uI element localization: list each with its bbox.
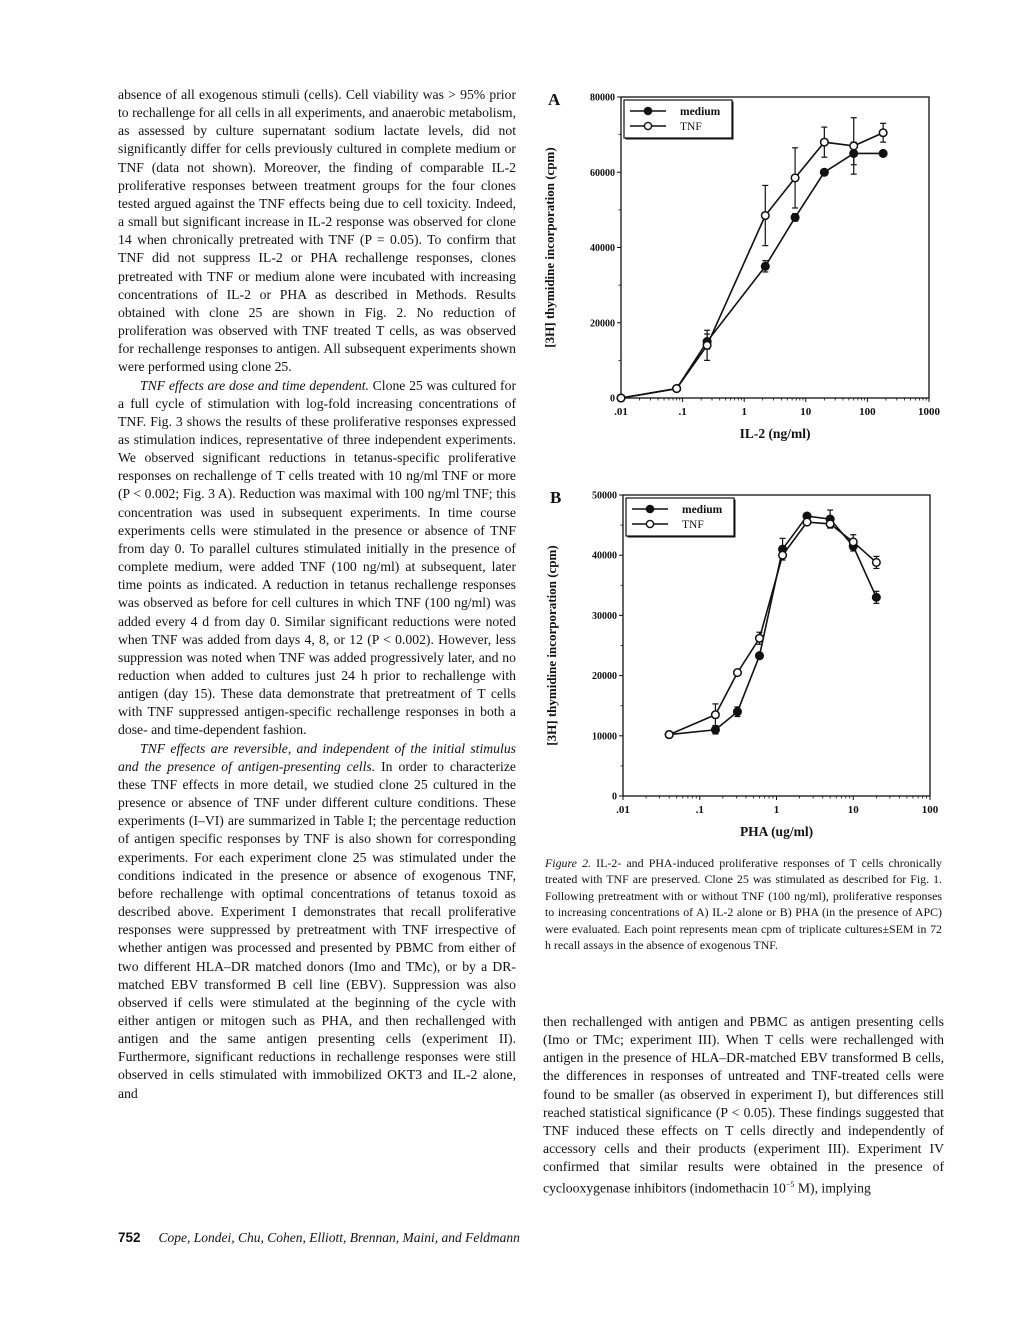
- data-point-tnf: [821, 138, 829, 146]
- data-point-medium: [712, 726, 720, 734]
- data-point-tnf: [756, 634, 764, 642]
- data-point-medium: [821, 168, 829, 176]
- paragraph-text: Clone 25 was cultured for a full cycle of stimulation with log-fold increasing concentrations of TNF. Fig. 3 shows the results of these proliferative responses expressed as stimulation indices, representative of three independent experiments. We observed significant reductions in tetanus-specific proliferative responses on rechallenge of T cells treated with 10 ng/ml TNF or more (P < 0.002; Fig. 3 A). Reduction was maximal with 100 ng/ml TNF; this concentration was used in subsequent experiments. In time course experiments cells were stimulated in the presence or absence of TNF from day 0. To parallel cultures stimulated initially in the presence of complete medium, were added TNF (100 ng/ml) at subsequent, later time points as indicated. A reduction in tetanus rechallenge responses was observed as before for cell cultures in which TNF (100 ng/ml) was added every 4 d from day 0. Similar significant reductions were noted when TNF was added from days 4, 8, or 12 (P < 0.002). However, less suppression was noted when TNF was added progressively later, and no reduction when added to cultures just 24 h prior to rechallenge with antigen (day 15). These data demonstrate that pretreatment of T cells with TNF suppressed antigen-specific rechallenge responses in both a dose- and time-dependent fashion.: [118, 377, 516, 738]
- x-tick-label: .01: [616, 804, 630, 816]
- data-point-tnf: [673, 385, 681, 393]
- caption-label: Figure 2.: [545, 856, 591, 870]
- data-point-medium: [791, 214, 799, 222]
- x-axis-label: PHA (ug/ml): [739, 824, 814, 839]
- panel-label: A: [548, 90, 561, 109]
- legend-label: medium: [682, 504, 723, 516]
- chart-b-pha: [540, 478, 960, 850]
- x-tick-label: .01: [614, 406, 628, 418]
- legend-label: medium: [680, 106, 721, 118]
- y-tick-label: 0: [610, 393, 615, 405]
- data-point-tnf: [734, 669, 742, 677]
- y-tick-label: 80000: [590, 92, 615, 104]
- chart-a-il2: [540, 80, 960, 450]
- superscript: −5: [785, 1180, 795, 1190]
- legend-marker: [646, 505, 653, 512]
- data-point-tnf: [703, 342, 711, 350]
- panel-label: B: [550, 488, 562, 507]
- series-line-tnf: [669, 522, 876, 735]
- data-point-medium: [879, 150, 887, 158]
- legend-marker: [644, 107, 651, 114]
- figure-caption: [545, 855, 942, 953]
- data-point-tnf: [617, 394, 625, 402]
- paragraph-text: M), implying: [794, 1180, 871, 1196]
- paragraph: [543, 1013, 944, 1198]
- section-heading: TNF effects are reversible, and independent of the initial stimulus and the presence of antigen-presenting cells.: [118, 740, 516, 774]
- authors: Cope, Londei, Chu, Cohen, Elliott, Brennan, Maini, and Feldmann: [158, 1230, 520, 1245]
- data-point-tnf: [849, 538, 857, 546]
- y-tick-label: 20000: [592, 671, 617, 683]
- y-tick-label: 0: [612, 791, 617, 803]
- plot-frame: [623, 495, 930, 796]
- data-point-tnf: [712, 711, 720, 719]
- data-point-tnf: [826, 520, 834, 528]
- x-axis-label: IL-2 (ng/ml): [739, 426, 811, 441]
- y-tick-label: 40000: [590, 243, 615, 254]
- x-tick-label: 10: [800, 406, 812, 418]
- series-line-medium: [669, 516, 876, 735]
- caption-text: IL-2- and PHA-induced proliferative responses of T cells chronically treated with TNF are preserved. Clone 25 was stimulated as described for Fig. 1. Following pretreatment with or without TNF (100 ng/ml), proliferative responses to increasing concentrations of A) IL-2 alone or B) PHA (in the presence of APC) were evaluated. Each point represents mean cpm of triplicate cultures±SEM in 72 h recall assays in the absence of exogenous TNF.: [545, 856, 943, 953]
- x-tick-label: .1: [695, 804, 704, 816]
- page-footer: [118, 1230, 520, 1246]
- data-point-medium: [873, 594, 881, 602]
- series-line-medium: [621, 153, 883, 398]
- data-point-medium: [761, 263, 769, 271]
- legend-marker: [646, 520, 653, 527]
- data-point-tnf: [873, 559, 881, 567]
- x-tick-label: 1: [741, 406, 747, 418]
- x-tick-label: 1: [773, 804, 780, 816]
- x-tick-label: 1000: [918, 406, 940, 418]
- data-point-tnf: [665, 731, 673, 739]
- x-tick-label: 100: [859, 406, 876, 418]
- data-point-tnf: [879, 129, 887, 137]
- paragraph-text: In order to characterize these TNF effects in more detail, we studied clone 25 cultured in the presence or absence of TNF under different culture conditions. These experiments (I–VI) are summarized in Table I; the percentage reduction of antigen specific responses by TNF is also shown for corresponding experiments. For each experiment clone 25 was stimulated under the conditions indicated in the presence or absence of exogenous TNF, before rechallenge with optimal concentrations of tetanus toxoid as described above. Experiment I demonstrates that recall proliferative responses were suppressed by pretreatment with TNF irrespective of whether antigen was processed and presented by PBMC from either of two different HLA–DR matched donors (Imo and TMc), or by a DR-matched EBV transformed B cell line (EBV). Suppression was also observed if cells were stimulated at the beginning of the cycle with either antigen or mitogen such as PHA, and then rechallenged with antigen and the same antigen presenting cells (experiment II). Furthermore, significant reductions in rechallenge responses were still observed in cells stimulated with immobilized OKT3 and IL-2 alone, and: [118, 758, 516, 1101]
- data-point-tnf: [803, 518, 811, 526]
- series-line-tnf: [621, 133, 883, 398]
- data-point-tnf: [791, 174, 799, 182]
- y-tick-label: 40000: [592, 550, 617, 562]
- legend-label: TNF: [680, 121, 702, 133]
- y-axis-label: [3H] thymidine incorporation (cpm): [542, 147, 557, 348]
- right-column: [543, 1013, 944, 1198]
- data-point-medium: [756, 652, 764, 660]
- paragraph: [118, 377, 516, 740]
- section-heading: TNF effects are dose and time dependent.: [140, 377, 369, 393]
- y-tick-label: 30000: [592, 610, 617, 622]
- y-tick-label: 50000: [592, 490, 617, 502]
- x-tick-label: 100: [921, 804, 939, 816]
- y-tick-label: 60000: [590, 167, 615, 179]
- page-number: 752: [118, 1230, 141, 1245]
- x-tick-label: 10: [847, 804, 859, 816]
- y-tick-label: 20000: [590, 318, 615, 330]
- data-point-medium: [734, 708, 742, 716]
- data-point-tnf: [761, 212, 769, 220]
- paragraph: [118, 740, 516, 1103]
- data-point-tnf: [850, 142, 858, 150]
- paragraph: absence of all exogenous stimuli (cells). Cell viability was > 95% prior to rechallenge for all cells in all experiments, and anaerobic metabolism, as assessed by culture supernatant sodium lactate levels, did not significantly differ for cells previously cultured in complete medium or TNF (data not shown). Moreover, the finding of comparable IL-2 proliferative responses between treatment groups for the four clones tested argued against the TNF effects being due to cell toxicity. Indeed, a small but significant increase in IL-2 response was observed for clone 14 when chronically pretreated with TNF (P = 0.05). To confirm that TNF did not suppress IL-2 or PHA rechallenge responses, clones pretreated with TNF or medium alone were incubated with increasing concentrations of IL-2 or PHA as described in Methods. Results obtained with clone 25 are shown in Fig. 2. No reduction of proliferation was observed with TNF treated T cells, as was observed for rechallenge responses to antigen. All subsequent experiments shown were performed using clone 25.: [118, 87, 516, 375]
- left-column: [118, 86, 516, 1103]
- x-tick-label: .1: [678, 406, 687, 418]
- legend-label: TNF: [682, 519, 704, 531]
- data-point-tnf: [779, 551, 787, 559]
- paragraph-text: then rechallenged with antigen and PBMC as antigen presenting cells (Imo or TMc; experiment III). When T cells were rechallenged with antigen in the presence of HLA–DR-matched EBV transformed B cells, the differences in responses of untreated and TNF-treated cells were found to be smaller (as observed in experiment I), but differences still reached statistical significance (P < 0.05). These findings suggested that TNF induced these effects on T cells directly and independently of accessory cells and their products (experiment III). Experiment IV confirmed that similar results were obtained in the presence of cyclooxygenase inhibitors (indomethacin 10: [543, 1014, 944, 1196]
- y-axis-label: [3H] thymidine incorporation (cpm): [544, 545, 559, 746]
- legend-marker: [644, 122, 651, 129]
- y-tick-label: 10000: [592, 731, 617, 743]
